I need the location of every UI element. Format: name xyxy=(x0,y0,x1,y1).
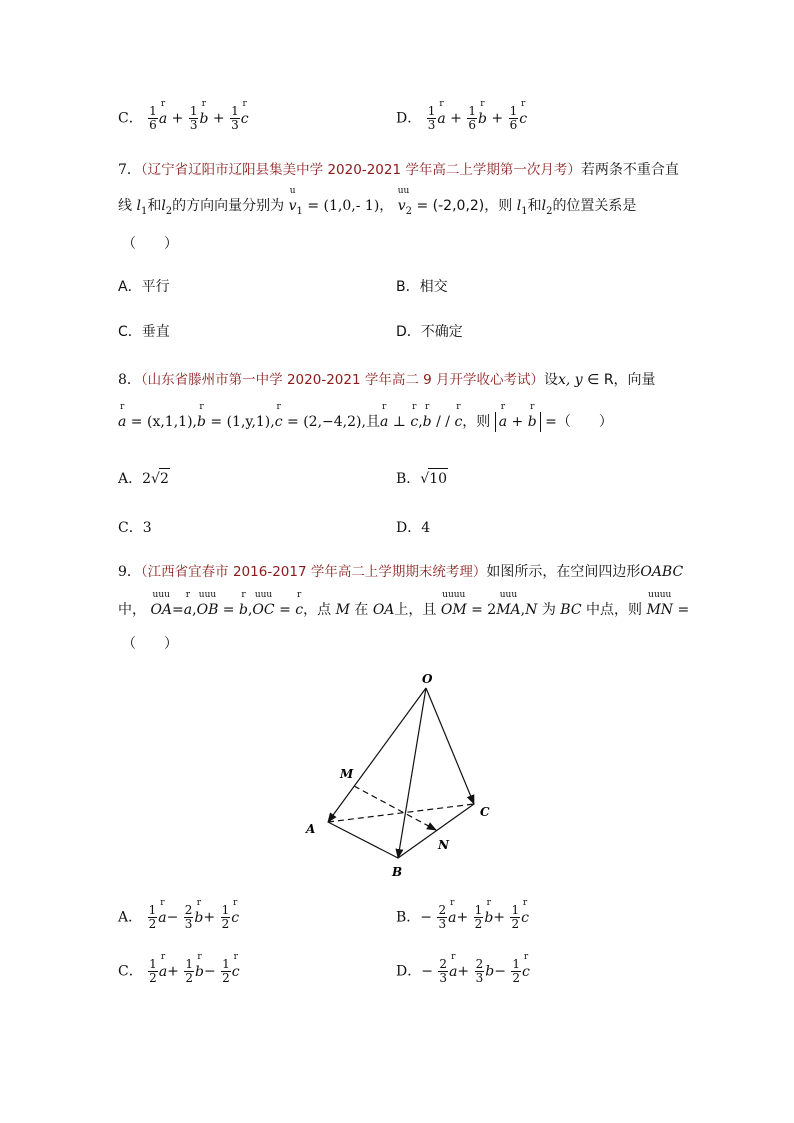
vector-a: r a xyxy=(158,98,168,127)
edge-a-b xyxy=(328,822,398,858)
q8-option-c[interactable]: C．3 xyxy=(118,520,152,536)
vector-b: r b xyxy=(477,98,487,127)
vector-c: r c xyxy=(519,98,528,127)
vector-b: r b xyxy=(196,402,206,430)
q7-option-d[interactable]: D．不确定 xyxy=(396,324,463,340)
vector-v2: uu v xyxy=(397,186,410,214)
q9-option-d[interactable]: D．− $\frac{2}{3}$ r a+ $\frac{2}{3}$ b− $\frac{1}{2}$ r c xyxy=(396,951,530,985)
question-source: （江西省宜春市 2016-2017 学年高二上学期期末统考理） xyxy=(140,564,487,580)
q9-option-a[interactable]: A． $\frac{1}{2}$ r a− $\frac{2}{3}$ r b+ $\frac{1}{2}$ r c xyxy=(118,897,240,931)
label-a: A xyxy=(306,822,316,836)
q8-option-b[interactable]: B．√10 xyxy=(396,468,448,489)
q8-option-d[interactable]: D．4 xyxy=(396,520,431,536)
fraction: $\frac{1}{6}$ xyxy=(149,104,157,132)
q8-stem-line2: r a = (x,1,1), r b = (1,y,1), r c = (2,−4,2),且 r a ⊥ r c, r b / / r c，则 r a + r b =（ ） xyxy=(118,402,613,430)
vector-v1: u v xyxy=(288,186,297,214)
label-b: B xyxy=(392,865,403,879)
q6-option-d[interactable]: D． $\frac{1}{3}$ r a + $\frac{1}{6}$ r b + $\frac{1}{6}$ r c xyxy=(396,98,528,132)
q7-option-b[interactable]: B．相交 xyxy=(396,279,448,295)
edge-o-b xyxy=(398,688,426,858)
question-number: 8． xyxy=(118,372,141,388)
label-m: M xyxy=(340,767,354,781)
q9-option-c[interactable]: C． $\frac{1}{2}$ r a+ $\frac{1}{2}$ r b− $\frac{1}{2}$ r c xyxy=(118,951,240,985)
vector-a: r a xyxy=(437,98,446,127)
fraction: $\frac{1}{6}$ xyxy=(468,104,476,132)
label-c: C xyxy=(480,805,490,819)
fraction: $\frac{1}{6}$ xyxy=(509,104,518,132)
vector-c: r c xyxy=(240,98,249,127)
q6-option-c[interactable]: C． $\frac{1}{6}$ r a + $\frac{1}{3}$ r b + $\frac{1}{3}$ r c xyxy=(118,98,249,132)
q9-stem-line2: 中， uuu OA= r a, uuu OB = r b, uuu OC = r c，点 M 在 OA上，且 uuuu OM = 2 uuu MA,N 为 BC 中点，则 uuuu MN = xyxy=(118,590,690,618)
absolute-value: r a + r b xyxy=(495,412,541,432)
q9-stem-line1: 9．（江西省宜春市 2016-2017 学年高二上学期期末统考理）如图所示，在空间四边形OABC xyxy=(118,564,684,580)
q8-option-a[interactable]: A．2√2 xyxy=(118,468,170,489)
label-n: N xyxy=(438,838,449,852)
label-o: O xyxy=(422,672,433,686)
q6-option-d-label: D． xyxy=(396,110,422,127)
vector-c: r c xyxy=(274,402,283,430)
edge-o-c xyxy=(426,688,474,804)
q8-stem-line1: 8．（山东省滕州市第一中学 2020-2021 学年高二 9 月开学收心考试）设x, y ∈ R，向量 xyxy=(118,372,656,388)
question-source: （山东省滕州市第一中学 2020-2021 学年高二 9 月开学收心考试） xyxy=(140,372,545,388)
q7-option-c[interactable]: C．垂直 xyxy=(118,324,170,340)
question-number: 9． xyxy=(118,564,141,580)
q7-option-a[interactable]: A．平行 xyxy=(118,279,170,295)
fraction: $\frac{1}{3}$ xyxy=(189,104,198,132)
question-source: （辽宁省辽阳市辽阳县集美中学 2020-2021 学年高二上学期第一次月考） xyxy=(140,162,581,178)
q6-option-c-label: C． xyxy=(118,110,143,127)
q9-option-b[interactable]: B．− $\frac{2}{3}$ r a+ $\frac{1}{2}$ r b+ $\frac{1}{2}$ r c xyxy=(396,897,529,931)
vector-a: r a xyxy=(118,402,127,430)
segment-m-n xyxy=(354,786,436,830)
question-number: 7． xyxy=(118,162,141,178)
tetrahedron-figure xyxy=(290,670,510,885)
q7-stem-line1: 7．（辽宁省辽阳市辽阳县集美中学 2020-2021 学年高二上学期第一次月考）若两条不重合直 xyxy=(118,162,679,178)
fraction: $\frac{1}{3}$ xyxy=(427,104,436,132)
edge-o-a xyxy=(328,688,426,822)
q7-stem-line2: 线 $l_1$和$l_2$的方向向量分别为 u $v_1 = (1,0,-$ 1)， uu $v_2 = (-2,0,2)$，则 $l_1$和$l_2$的位置关系是 xyxy=(118,186,637,217)
fraction: $\frac{1}{3}$ xyxy=(231,104,239,132)
vector-b: r b xyxy=(199,98,209,127)
answer-paren: （ ） xyxy=(122,636,178,652)
answer-paren: （ ） xyxy=(122,236,178,252)
